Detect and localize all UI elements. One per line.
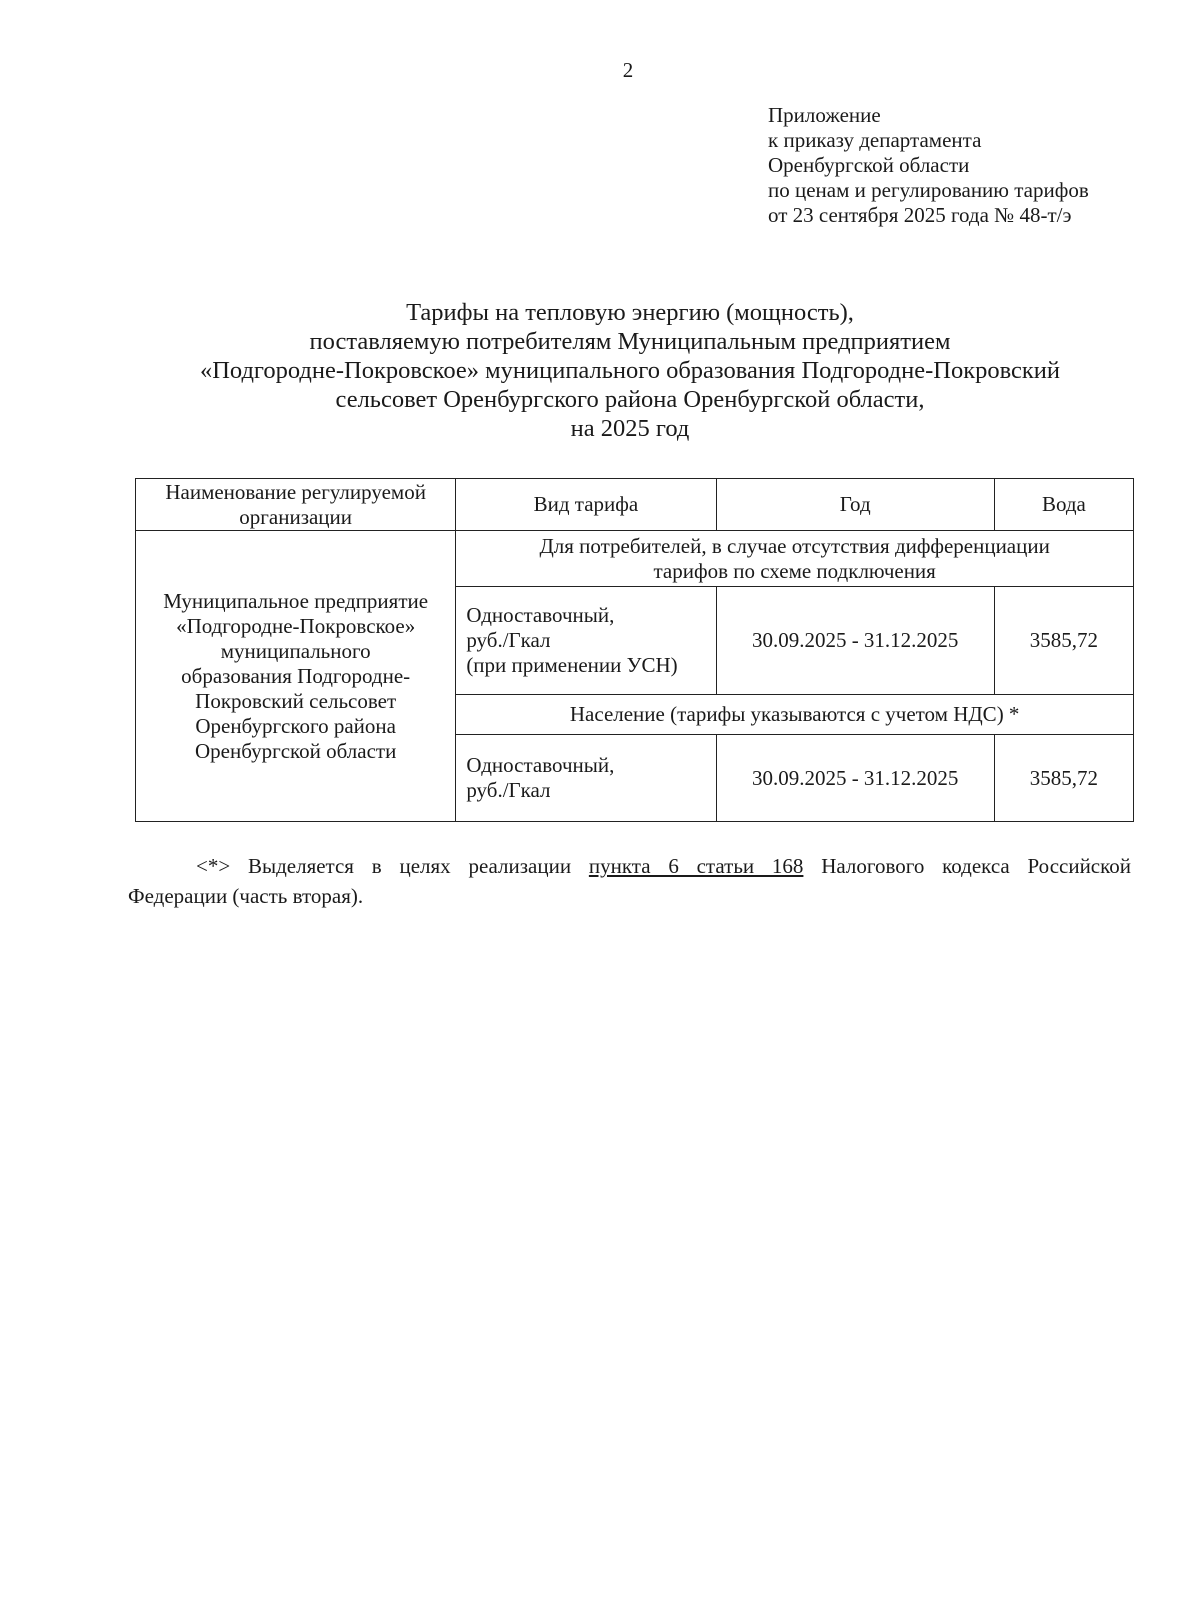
population-group-cell: Население (тарифы указываются с учетом НДС) * (456, 695, 1134, 735)
table-row (136, 531, 1134, 587)
year-cell: 30.09.2025 - 31.12.2025 (716, 587, 994, 695)
title-line: на 2025 год (570, 415, 690, 442)
year-cell: 30.09.2025 - 31.12.2025 (716, 735, 994, 822)
consumers-group-cell: Для потребителей, в случае отсутствия дифференциации тарифов по схеме подключения (456, 531, 1134, 587)
footnote-suffix: Налогового кодекса Российской (821, 854, 1132, 878)
appendix-line: Приложение (768, 103, 881, 127)
footnote-line (128, 851, 1131, 881)
title-line: Тарифы на тепловую энергию (мощность), (406, 299, 854, 326)
page-number: 2 (622, 58, 634, 82)
footnote-line: Федерации (часть вторая). (128, 884, 364, 908)
header-year: Год (716, 479, 994, 531)
appendix-line: к приказу департамента (768, 128, 982, 152)
header-water: Вода (994, 479, 1133, 531)
water-value-cell: 3585,72 (994, 587, 1133, 695)
title-line: сельсовет Оренбургского района Оренбургской области, (335, 386, 925, 413)
water-value-cell: 3585,72 (994, 735, 1133, 822)
tariff-table (135, 478, 1134, 822)
title-line: «Подгородне-Покровское» муниципального образования Подгородне-Покровский (199, 357, 1061, 384)
document-title (60, 298, 1200, 443)
appendix-line: Оренбургской области (768, 153, 970, 177)
header-tariff-type: Вид тарифа (456, 479, 716, 531)
appendix-block (768, 103, 1089, 228)
header-organization: Наименование регулируемой организации (136, 479, 456, 531)
tariff-type-cell: Одноставочный, руб./Гкал (456, 735, 716, 822)
appendix-line: по ценам и регулированию тарифов (768, 178, 1089, 202)
organization-name-cell: Муниципальное предприятие «Подгородне-Покровское» муниципального образования Подгородне- Покровский сельсовет Оренбургского района Оренбургской области (136, 531, 456, 822)
footnote-law-link[interactable]: пункта 6 статьи 168 (588, 854, 804, 878)
tariff-type-cell: Одноставочный, руб./Гкал (при применении УСН) (456, 587, 716, 695)
footnote-prefix: <*> Выделяется в целях реализации (196, 854, 572, 878)
title-line: поставляемую потребителям Муниципальным предприятием (309, 328, 951, 355)
table-header-row (136, 479, 1134, 531)
footnote (128, 851, 1131, 911)
appendix-line: от 23 сентября 2025 года № 48-т/э (768, 203, 1072, 227)
